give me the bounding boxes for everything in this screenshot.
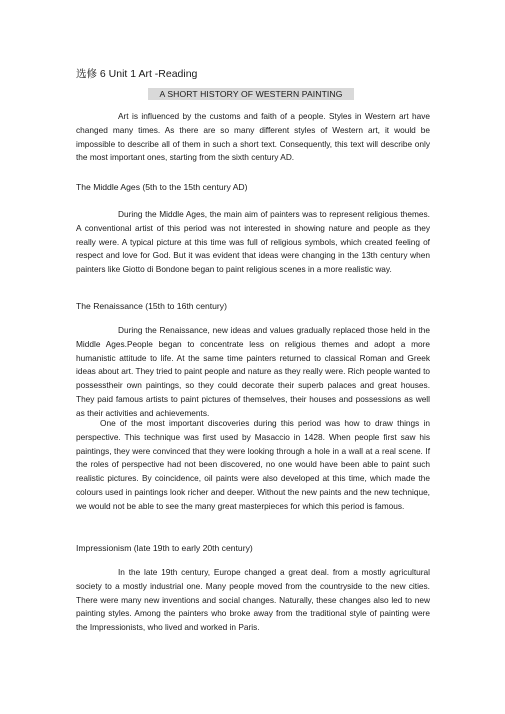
course-header <box>76 68 197 81</box>
renaissance-paragraph-2: One of the most important discoveries during this period was how to draw things in perspective. This technique was first used by Masaccio in 1428. When people first saw his paintings, they were convinced that they were looking through a hole in a wall at a real scene. If the roles of perspective had not been discovered, no one would have been able to paint such realistic pictures. By coincidence, oil paints were also developed at this time, which made the colours used in paintings look richer and deeper. Without the new paints and the new technique, we would not be able to see the many great masterpieces for which this period is famous. <box>76 418 430 511</box>
course-name: 6 Unit 1 Art -Reading <box>97 68 198 80</box>
section-heading-middle-ages: The Middle Ages (5th to the 15th century AD) <box>76 182 248 192</box>
section-heading-impressionism: Impressionism (late 19th to early 20th century) <box>76 543 253 553</box>
course-prefix: 选修 <box>76 68 97 80</box>
middle-ages-paragraph: During the Middle Ages, the main aim of painters was to represent religious themes. A conventional artist of this period was not interested in showing nature and people as they really were. A typical picture at this time was full of religious symbols, which created feeling of respect and love for God. But it was evident that ideas were changing in the 13th century when painters like Giotto di Bondone began to paint religious scenes in a more realistic way. <box>76 209 430 275</box>
section-heading-renaissance: The Renaissance (15th to 16th century) <box>76 301 227 311</box>
impressionism-paragraph: In the late 19th century, Europe changed a great deal. from a mostly agricultural society to a mostly industrial one. Many people moved from the countryside to the new cities. There were many new inventions and social changes. Naturally, these changes also led to new painting styles. Among the painters who broke away from the traditional style of painting were the Impressionists, who lived and worked in Paris. <box>76 567 430 633</box>
renaissance-paragraph-1: During the Renaissance, new ideas and values gradually replaced those held in the Middle Ages.People began to concentrate less on religious themes and adopt a more humanistic attitude to life. At the same time painters returned to classical Roman and Greek ideas about art. They tried to paint people and nature as they really were. Rich people wanted to possesstheir own paintings, so they could decorate their superb palaces and great houses. They paid famous artists to paint pictures of themselves, their houses and possessions as well as their activities and achievements. <box>76 325 430 418</box>
document-title: A SHORT HISTORY OF WESTERN PAINTING <box>148 88 354 100</box>
intro-paragraph: Art is influenced by the customs and faith of a people. Styles in Western art have changed many times. As there are so many different styles of Western art, it would be impossible to describe all of them in such a short text. Consequently, this text will describe only the most important ones, starting from the sixth century AD. <box>76 111 430 163</box>
